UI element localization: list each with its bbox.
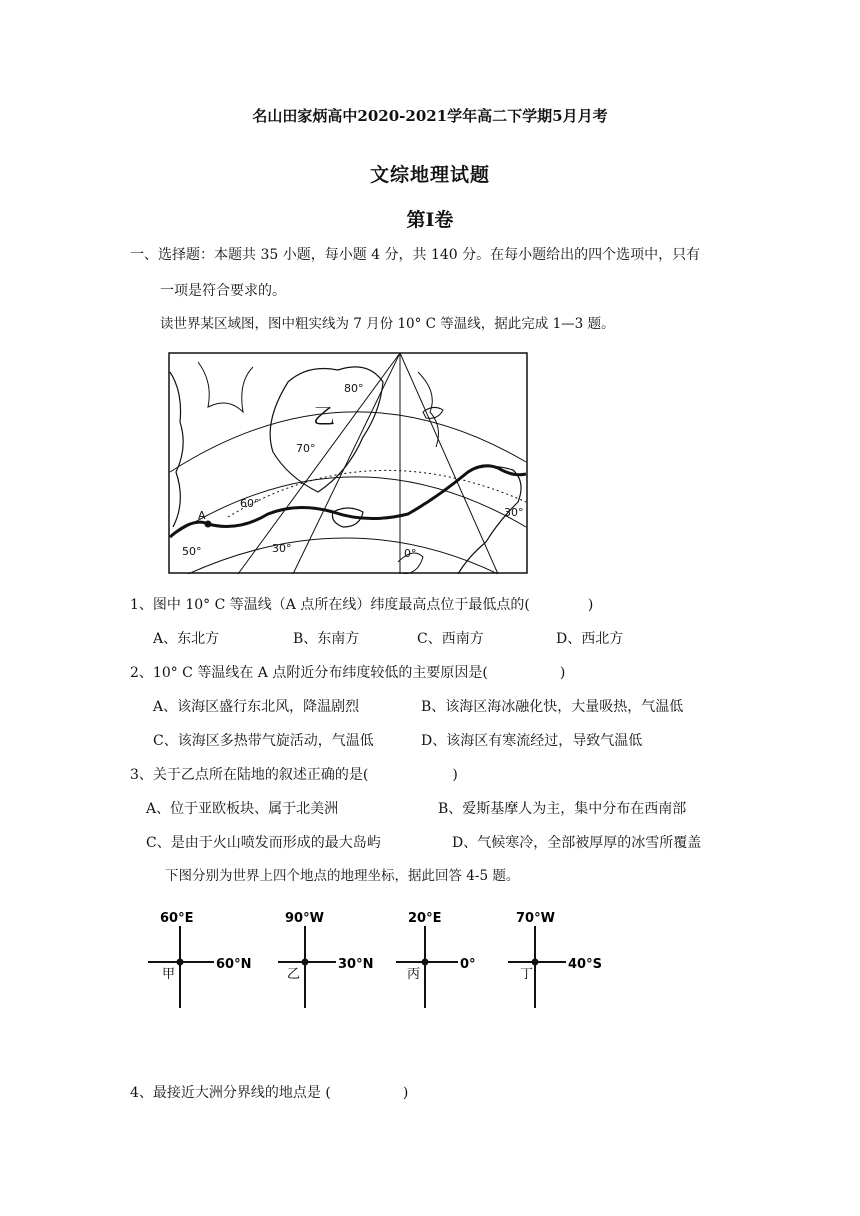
q4-stem: 4、最接近大洲分界线的地点是 ( xyxy=(130,1085,331,1101)
section-instruction-line1: 一、选择题：本题共 35 小题，每小题 4 分，共 140 分。在每小题给出的四个选项中，只有 xyxy=(130,247,701,263)
section-instruction-line2: 一项是符合要求的。 xyxy=(160,283,286,299)
jia-lat-label: 60°N xyxy=(216,957,252,972)
q1-option-b: B、东南方 xyxy=(293,631,360,647)
volume-label: 第Ⅰ卷 xyxy=(406,209,454,231)
q2-stem: 2、10° C 等温线在 A 点附近分布纬度较低的主要原因是( xyxy=(130,665,488,681)
question-4 xyxy=(130,1083,408,1103)
q1-close-paren: ) xyxy=(587,597,594,613)
bing-lon-label: 20°E xyxy=(408,911,442,926)
ding-lon-label: 70°W xyxy=(516,911,555,926)
label-lon-0: 0° xyxy=(404,547,417,560)
q1-option-c: C、西南方 xyxy=(417,631,484,647)
question-3 xyxy=(130,765,458,785)
q3-option-c: C、是由于火山喷发而形成的最大岛屿 xyxy=(146,835,381,851)
q3-close-paren: ) xyxy=(452,767,458,783)
intro-q1-3: 读世界某区域图，图中粗实线为 7 月份 10° C 等温线，据此完成 1—3 题。 xyxy=(160,316,615,332)
q3-stem: 3、关于乙点所在陆地的叙述正确的是( xyxy=(130,767,369,783)
label-lon-30w: 30° xyxy=(272,542,292,555)
ding-name-label: 丁 xyxy=(520,967,534,982)
jia-name-label: 甲 xyxy=(162,967,176,982)
yi-lon-label: 90°W xyxy=(285,911,324,926)
label-a: A xyxy=(198,509,206,522)
coord-yi xyxy=(278,911,373,1008)
question-1 xyxy=(130,595,593,615)
bing-lat-label: 0° xyxy=(460,957,476,972)
label-lat-70: 70° xyxy=(296,442,316,455)
yi-name-label: 乙 xyxy=(287,967,301,982)
q4-close-paren: ) xyxy=(402,1085,409,1101)
coordinate-diagrams xyxy=(140,908,620,1023)
q2-close-paren: ) xyxy=(559,665,566,681)
yi-lat-label: 30°N xyxy=(338,957,374,972)
coord-ding xyxy=(508,911,602,1008)
region-map xyxy=(168,352,528,574)
label-yi: 乙 xyxy=(313,405,336,430)
q1-stem: 1、图中 10° C 等温线（A 点所在线）纬度最高点位于最低点的( xyxy=(130,597,530,613)
coord-bing xyxy=(396,911,476,1008)
intro-q4-5: 下图分别为世界上四个地点的地理坐标，据此回答 4-5 题。 xyxy=(165,868,520,884)
label-lat-50: 50° xyxy=(182,545,202,558)
q1-option-a: A、东北方 xyxy=(153,631,220,647)
question-2 xyxy=(130,663,565,683)
jia-lon-label: 60°E xyxy=(160,911,194,926)
q2-option-d: D、该海区有寒流经过，导致气温低 xyxy=(421,733,643,749)
bing-name-label: 丙 xyxy=(407,967,421,982)
q3-option-a: A、位于亚欧板块、属于北美洲 xyxy=(146,801,339,817)
q2-option-c: C、该海区多热带气旋活动，气温低 xyxy=(153,733,374,749)
q3-option-d: D、气候寒冷，全部被厚厚的冰雪所覆盖 xyxy=(452,835,702,851)
label-lat-60: 60° xyxy=(240,497,260,510)
label-lat-80: 80° xyxy=(344,382,364,395)
point-a-marker xyxy=(205,521,212,528)
exam-title: 文综地理试题 xyxy=(369,164,490,186)
label-lon-30e: 30° xyxy=(504,506,524,519)
coord-jia xyxy=(148,911,251,1008)
exam-header: 名山田家炳高中2020-2021学年高二下学期5月月考 xyxy=(252,107,608,125)
q2-option-a: A、该海区盛行东北风，降温剧烈 xyxy=(153,699,360,715)
ding-lat-label: 40°S xyxy=(568,957,602,972)
q1-option-d: D、西北方 xyxy=(556,631,624,647)
q2-option-b: B、该海区海冰融化快，大量吸热，气温低 xyxy=(421,699,684,715)
q3-option-b: B、爱斯基摩人为主，集中分布在西南部 xyxy=(438,801,687,817)
